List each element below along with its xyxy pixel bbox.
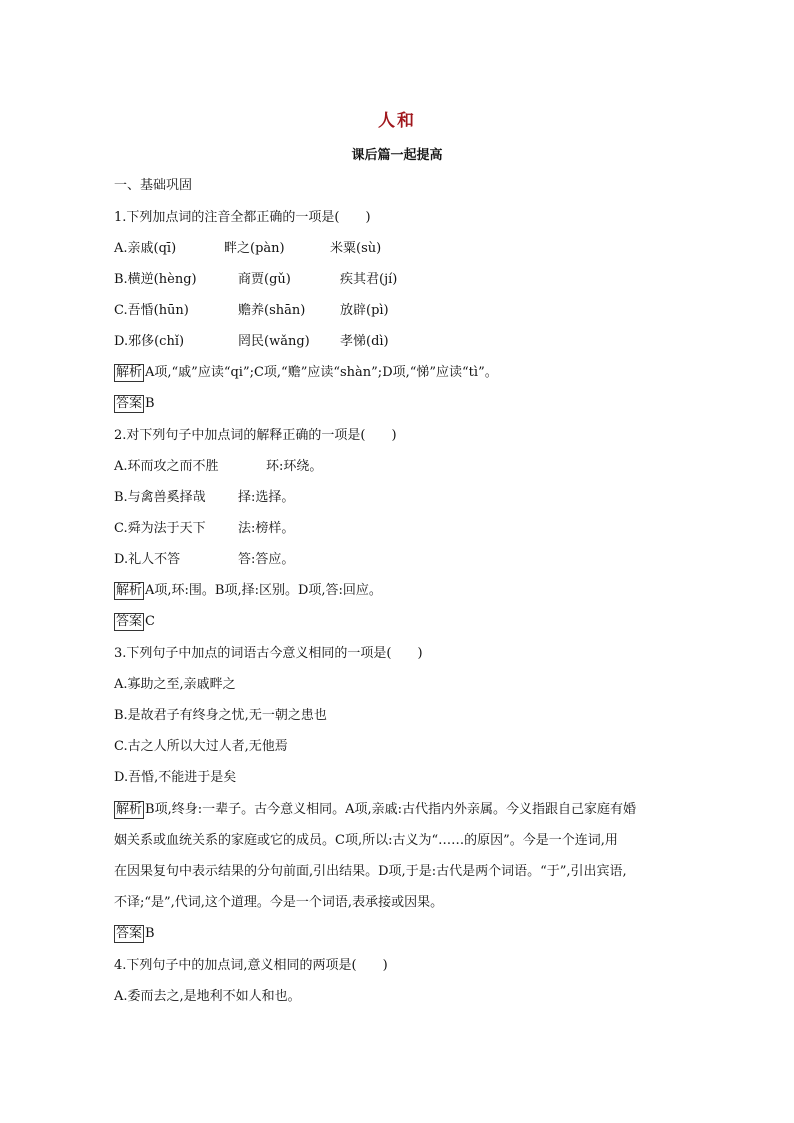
q4-option-a: A.委而去之,是地利不如人和也。 xyxy=(114,989,301,1004)
q2-answer xyxy=(114,612,155,632)
q1-option-c-part2: 赡养(shān) xyxy=(238,303,306,318)
analysis-label: 解析 xyxy=(116,583,143,598)
q3-option-a: A.寡助之至,亲戚畔之 xyxy=(114,677,236,692)
q2-analysis xyxy=(114,581,382,601)
q3-analysis-text-1: B项,终身:一辈子。古今意义相同。A项,亲戚:古代指内外亲属。今义指跟自己家庭有婚 xyxy=(145,802,636,817)
analysis-label: 解析 xyxy=(116,802,143,817)
q3-analysis-line-1 xyxy=(114,800,636,820)
q3-option-c: C.古之人所以大过人者,无他焉 xyxy=(114,739,288,754)
answer-label: 答案 xyxy=(116,926,143,941)
q1-option-a-part2: 畔之(pàn) xyxy=(224,241,285,256)
page-subtitle: 课后篇一起提高 xyxy=(351,148,443,163)
q3-answer xyxy=(114,924,155,944)
q2-option-c-gloss: 法:榜样。 xyxy=(238,521,295,536)
q1-analysis xyxy=(114,363,498,383)
q2-option-a-sentence: A.环而攻之而不胜 xyxy=(114,459,219,474)
q2-option-a-gloss: 环:环绕。 xyxy=(266,459,323,474)
q2-option-c-sentence: C.舜为法于天下 xyxy=(114,521,206,536)
q3-analysis-line-4: 不译;“是”,代词,这个道理。今是一个词语,表承接或因果。 xyxy=(114,895,444,910)
q3-option-d: D.吾惛,不能进于是矣 xyxy=(114,770,237,785)
q1-option-d-part3: 孝悌(dì) xyxy=(340,334,389,349)
q1-option-a-part3: 米粟(sù) xyxy=(330,241,382,256)
q3-answer-value: B xyxy=(145,926,155,941)
q1-option-b-part2: 商贾(gǔ) xyxy=(238,272,291,287)
q1-stem: 1.下列加点词的注音全都正确的一项是( ) xyxy=(114,210,371,225)
q1-option-b-part3: 疾其君(jí) xyxy=(340,272,398,287)
q1-option-b-part1: B.横逆(hèng) xyxy=(114,272,197,287)
q3-option-b: B.是故君子有终身之忧,无一朝之患也 xyxy=(114,708,327,723)
q1-option-a-part1: A.亲戚(qī) xyxy=(114,241,177,256)
q1-answer-value: B xyxy=(145,396,155,411)
answer-label: 答案 xyxy=(116,396,143,411)
q1-analysis-text: A项,“戚”应读“qi”;C项,“赡”应读“shàn”;D项,“悌”应读“tì”。 xyxy=(145,365,498,380)
q1-option-d-part2: 罔民(wǎng) xyxy=(238,334,310,349)
section-heading: 一、基础巩固 xyxy=(114,178,193,193)
q2-stem: 2.对下列句子中加点词的解释正确的一项是( ) xyxy=(114,428,397,443)
q2-option-b-sentence: B.与禽兽奚择哉 xyxy=(114,490,206,505)
q2-option-d-gloss: 答:答应。 xyxy=(238,552,295,567)
q1-answer xyxy=(114,394,155,414)
q3-analysis-line-3: 在因果复句中表示结果的分句前面,引出结果。D项,于是:古代是两个词语。“于”,引出宾语, xyxy=(114,864,627,879)
q3-analysis-line-2: 姻关系或血统关系的家庭或它的成员。C项,所以:古义为“……的原因”。今是一个连词,用 xyxy=(114,833,618,848)
q3-stem: 3.下列句子中加点的词语古今意义相同的一项是( ) xyxy=(114,646,423,661)
q2-option-d-sentence: D.礼人不答 xyxy=(114,552,181,567)
q2-answer-value: C xyxy=(145,614,155,629)
q1-option-c-part3: 放辟(pì) xyxy=(340,303,389,318)
analysis-label: 解析 xyxy=(116,365,143,380)
q1-option-c-part1: C.吾惛(hūn) xyxy=(114,303,189,318)
page-title: 人和 xyxy=(378,111,416,131)
q2-analysis-text: A项,环:围。B项,择:区别。D项,答:回应。 xyxy=(145,583,382,598)
q4-stem: 4.下列句子中的加点词,意义相同的两项是( ) xyxy=(114,958,388,973)
q2-option-b-gloss: 择:选择。 xyxy=(238,490,295,505)
q1-option-d-part1: D.邪侈(chǐ) xyxy=(114,334,185,349)
answer-label: 答案 xyxy=(116,614,143,629)
